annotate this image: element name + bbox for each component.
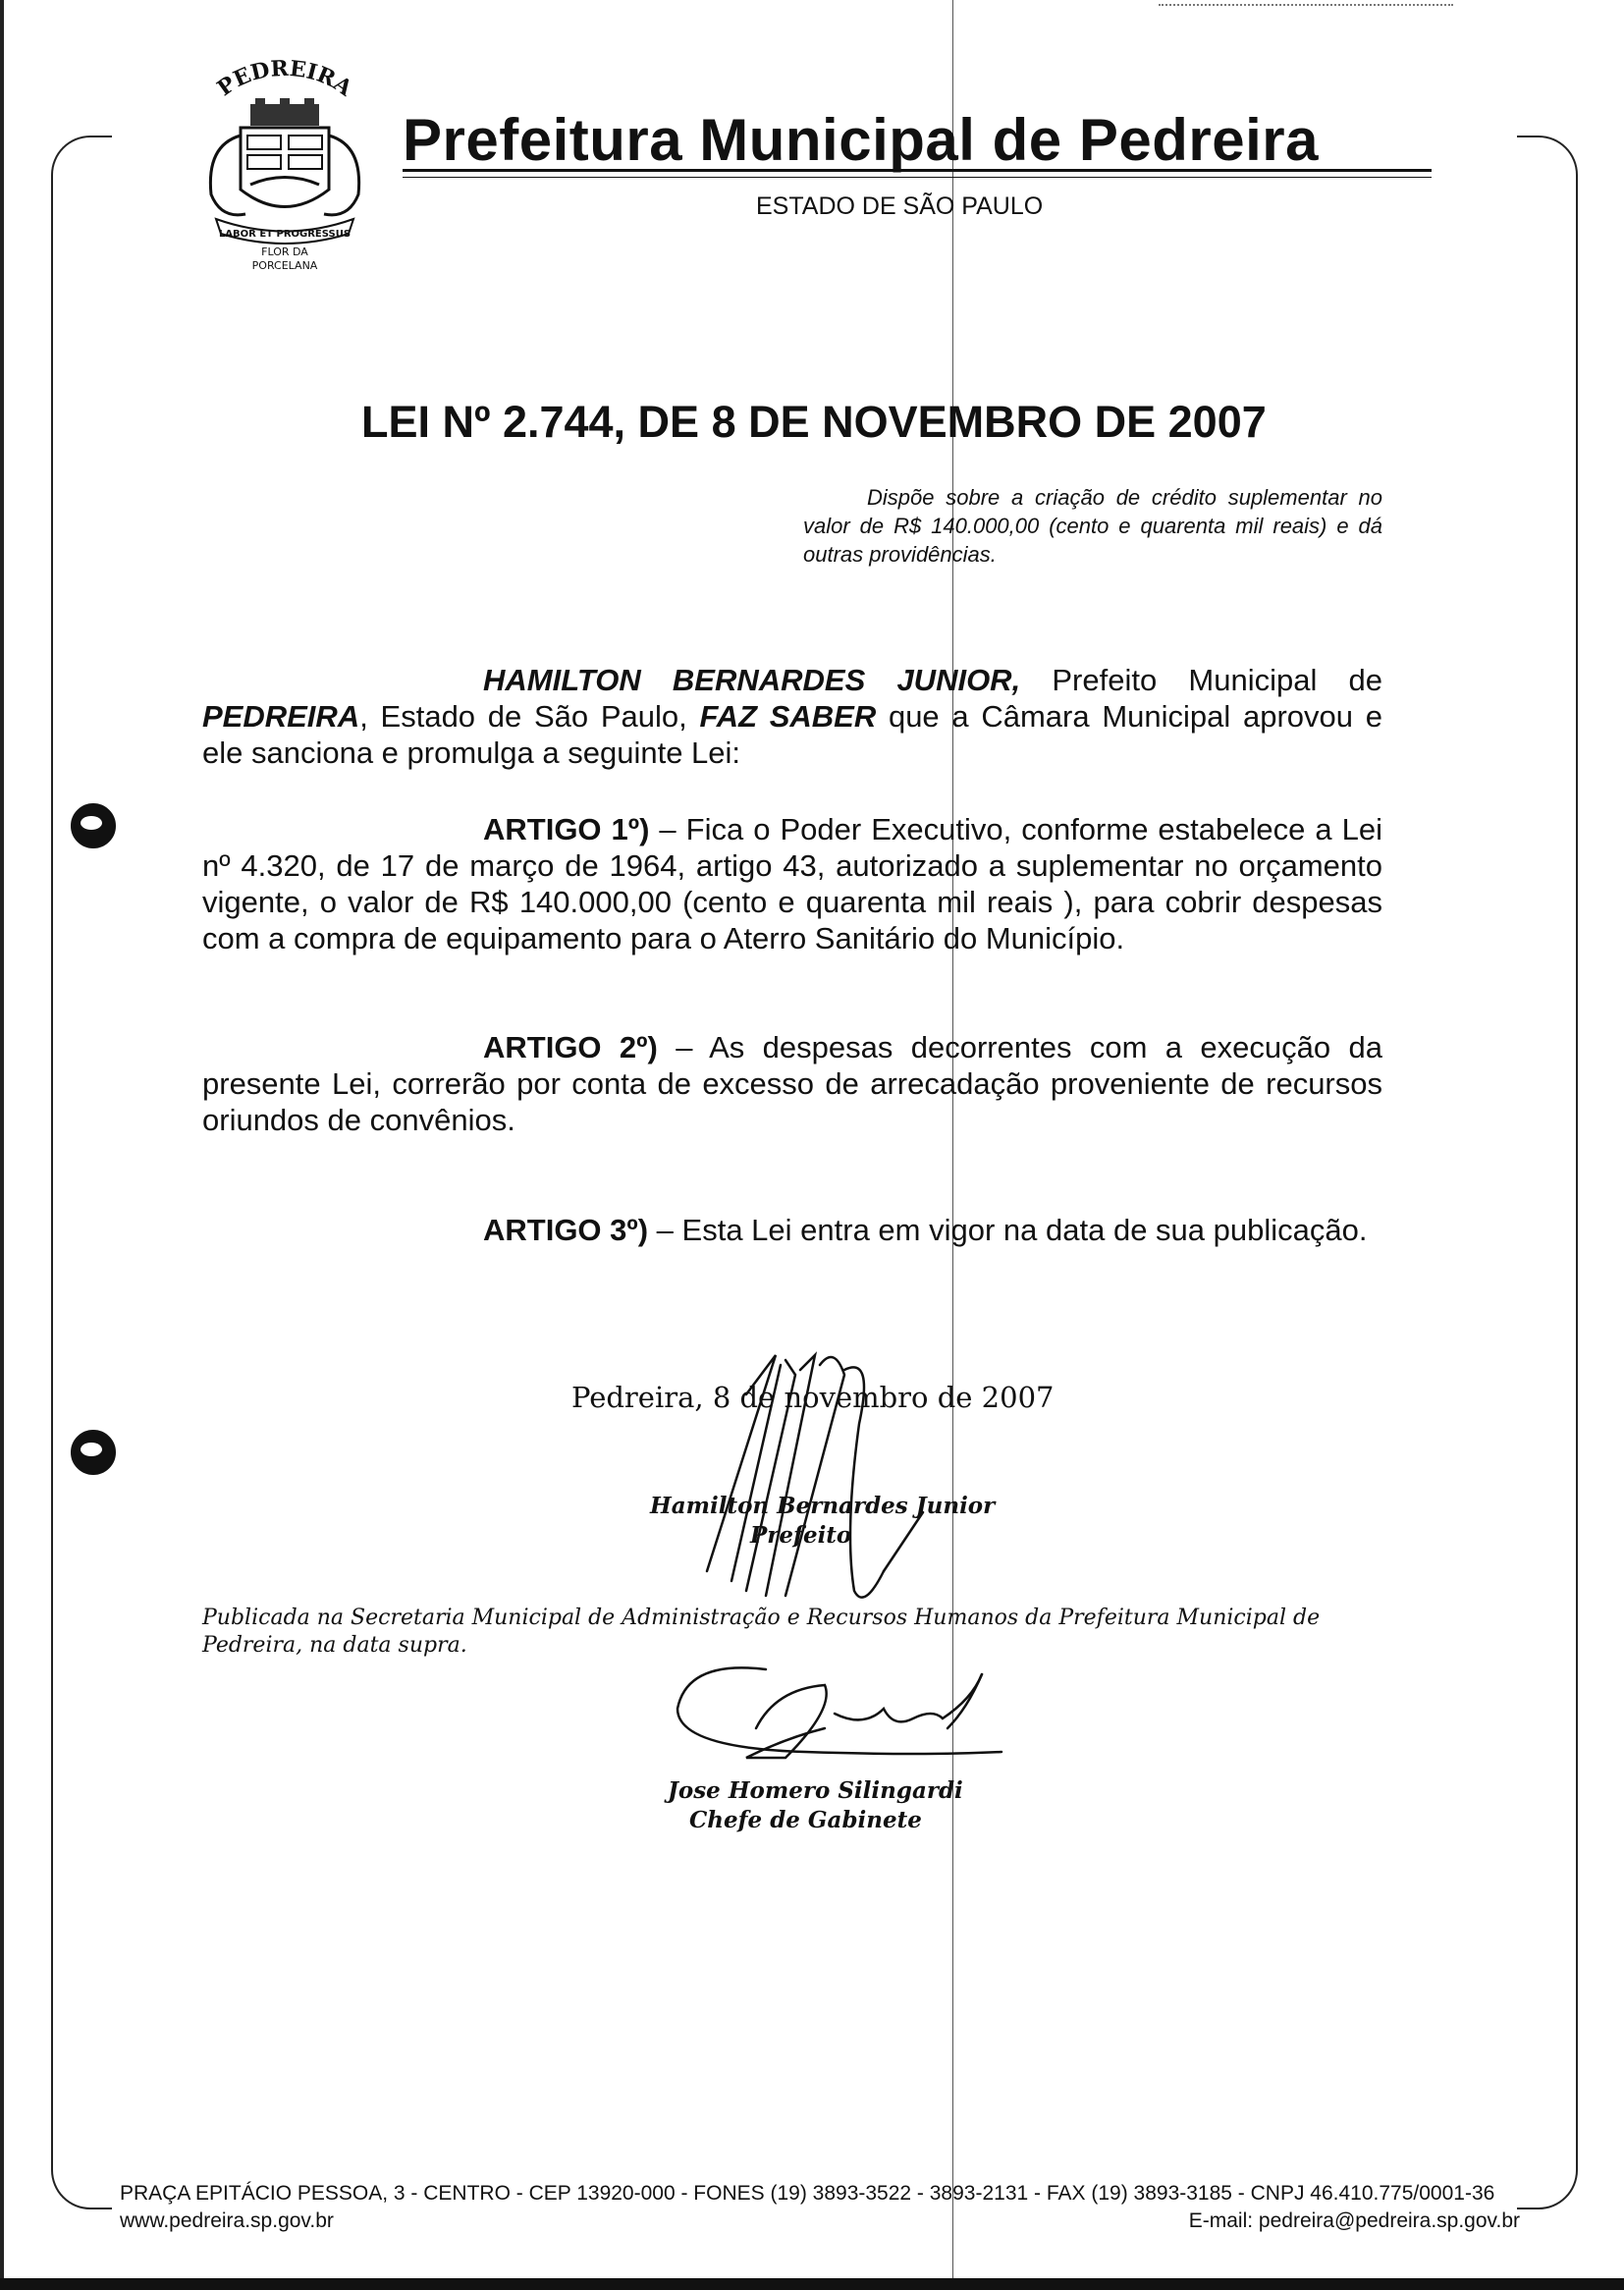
ementa-text: Dispõe sobre a criação de crédito suplementar no valor de R$ 140.000,00 (cento e quarenta mil reais) e dá outras providências. — [803, 485, 1382, 567]
cosigner-role: Chefe de Gabinete — [689, 1807, 922, 1833]
scan-top-dots — [1159, 4, 1453, 6]
article-text: – Fica o Poder Executivo, conforme estabelece a Lei nº 4.320, de 17 de março de 1964, artigo 43, autorizado a suplementar no orçamento vigente, o valor de R$ 140.000,00 (cento e quarenta mil reais ), para cobrir despesas com a compra de equipamento para o Aterro Sanitário do Município. — [202, 812, 1382, 955]
footer-website[interactable]: www.pedreira.sp.gov.br — [120, 2209, 334, 2232]
mayor-name: HAMILTON BERNARDES JUNIOR, — [483, 663, 1021, 697]
crest-motto-top: PEDREIRA — [212, 55, 357, 102]
municipal-crest — [187, 47, 383, 273]
crest-emblem — [187, 47, 383, 273]
punch-hole-lower — [71, 1430, 116, 1475]
article-1 — [202, 811, 1382, 956]
faz-saber: FAZ SABER — [699, 699, 877, 734]
publication-note: Publicada na Secretaria Municipal de Administração e Recursos Humanos da Prefeitura Municipal de Pedreira, na data supra. — [202, 1606, 1321, 1658]
signer-name: Hamilton Bernardes Junior — [650, 1493, 996, 1519]
letterhead-title: Prefeitura Municipal de Pedreira — [403, 107, 1319, 173]
article-label: ARTIGO 2º) — [483, 1030, 658, 1064]
letterhead-rule-thin — [403, 177, 1432, 178]
letterhead-rule — [403, 169, 1432, 172]
preamble-text-3: que a Câmara Municipal aprovou e ele sanciona e promulga a seguinte Lei: — [202, 699, 1382, 770]
preamble-text-2: , Estado de São Paulo, — [359, 699, 700, 734]
scan-bottom-edge — [0, 2278, 1624, 2290]
preamble-paragraph — [202, 662, 1382, 771]
article-3 — [202, 1212, 1382, 1248]
signer-role: Prefeito — [750, 1522, 852, 1549]
letterhead-subtitle: ESTADO DE SÃO PAULO — [756, 192, 1044, 220]
crest-caption-line1: FLOR DA — [261, 245, 308, 258]
article-text: – Esta Lei entra em vigor na data de sua publicação. — [648, 1213, 1368, 1247]
article-label: ARTIGO 1º) — [483, 812, 650, 846]
scan-left-edge — [0, 0, 4, 2290]
footer-email[interactable]: E-mail: pedreira@pedreira.sp.gov.br — [1188, 2209, 1520, 2232]
preamble-text-1: Prefeito Municipal de — [1020, 663, 1382, 697]
cosigner-name: Jose Homero Silingardi — [668, 1777, 963, 1804]
punch-hole-upper — [71, 803, 116, 848]
footer-address: PRAÇA EPITÁCIO PESSOA, 3 - CENTRO - CEP 13920-000 - FONES (19) 3893-3522 - 3893-2131 - FAX (19) 3893-3185 - CNPJ 46.410.775/0001-36 — [120, 2182, 1495, 2205]
fold-crease — [952, 0, 953, 2290]
law-title: LEI Nº 2.744, DE 8 DE NOVEMBRO DE 2007 — [361, 397, 1267, 447]
article-label: ARTIGO 3º) — [483, 1213, 649, 1247]
article-text: – As despesas decorrentes com a execução da presente Lei, correrão por conta de excesso de arrecadação proveniente de recursos oriundos de convênios. — [202, 1030, 1382, 1137]
article-2 — [202, 1029, 1382, 1138]
page-frame-right — [1517, 136, 1578, 2209]
crest-motto-banner: LABOR ET PROGRESSUS — [218, 229, 352, 240]
place-date: Pedreira, 8 de novembro de 2007 — [571, 1381, 1055, 1414]
law-ementa — [803, 483, 1382, 569]
city-name: PEDREIRA — [202, 699, 360, 734]
crest-caption-line2: PORCELANA — [251, 259, 318, 272]
page-frame-left — [51, 136, 112, 2209]
